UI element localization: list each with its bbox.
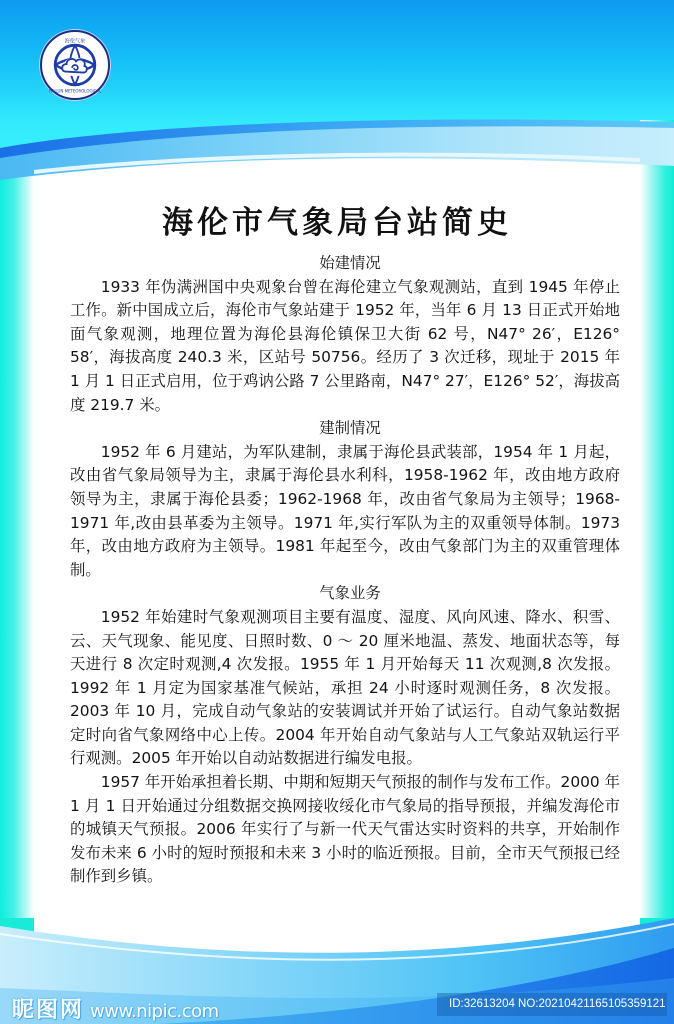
- image-id-badge: ID:32613204 NO:20210421165105359121: [437, 993, 667, 1016]
- paragraph: 1952 年 6 月建站，为军队建制，隶属于海伦县武装部，1954 年 1 月起，改由省气象局领导为主，隶属于海伦县水利科，1958-1962 年，改由地方政府领导为主，隶属于海伦县委；1962-1968 年，改由省气象局为主领导；1968-1971 年,改由县革委为主领导。1971 年,实行军队为主的双重领导体制。1973 年，改由地方政府为主领导。1981 年起至今，改由气象部门为主的双重管理体制。: [70, 442, 620, 579]
- section-founding: [70, 252, 620, 417]
- left-cyan-border: [0, 160, 34, 960]
- right-cyan-border: [640, 120, 674, 950]
- section-heading: 建制情况: [319, 419, 381, 438]
- section-organization: [70, 417, 620, 582]
- top-wave-decoration: [0, 108, 674, 180]
- section-meteorological-services: [70, 582, 620, 889]
- svg-text:海伦气象: 海伦气象: [64, 38, 86, 45]
- watermark-site-name: 昵图网: [12, 998, 85, 1023]
- paragraph: 1933 年伪满洲国中央观象台曾在海伦建立气象观测站，直到 1945 年停止工作。新中国成立后，海伦市气象站建于 1952 年，当年 6 月 13 日正式开始地面气象观测，地理位置为海伦县海伦镇保卫大街 62 号，N47° 26′，E126° 58′，海拔高度 240.3 米，区站号 50756。经历了 3 次迁移，现址于 2015 年 1 月 1 日正式启用，位于鸡讷公路 7 公里路南，N47° 27′，E126° 52′，海拔高度 219.7 米。: [70, 277, 620, 414]
- nipic-watermark: [12, 993, 219, 1024]
- paragraph: 1952 年始建时气象观测项目主要有温度、湿度、风向风速、降水、积雪、云、天气现象、能见度、日照时数、0 ～ 20 厘米地温、蒸发、地面状态等，每天进行 8 次定时观测,4 次发报。1955 年 1 月开始每天 11 次观测,8 次发报。1992 年 1 月定为国家基准气候站，承担 24 小时逐时观测任务，8 次发报。2003 年 10 月，完成自动气象站的安装调试并开始了试运行。自动气象站数据定时向省气象网络中心上传。2004 年开始自动气象站与人工气象站双轨运行平行观测。2005 年开始以自动站数据进行编发电报。: [70, 607, 620, 768]
- section-heading: 气象业务: [319, 584, 381, 603]
- paragraph: 1957 年开始承担着长期、中期和短期天气预报的制作与发布工作。2000 年 1 月 1 日开始通过分组数据交换网接收绥化市气象局的指导预报，并编发海伦市的城镇天气预报。2006 年实行了与新一代天气雷达实时资料的共享，开始制作发布未来 6 小时的短时预报和未来 3 小时的临近预报。目前，全市天气预报已经制作到乡镇。: [70, 773, 620, 886]
- cloud-globe-icon: [42, 32, 108, 98]
- watermark-url: www.nipic.com: [90, 1001, 219, 1022]
- hailun-meteorological-logo: [40, 30, 110, 100]
- section-heading: 始建情况: [319, 254, 381, 272]
- svg-text:HAILUN METEOROLOGICAL: HAILUN METEOROLOGICAL: [48, 88, 102, 94]
- page-title: 海伦市气象局台站简史: [162, 205, 512, 241]
- document-body: [70, 252, 620, 889]
